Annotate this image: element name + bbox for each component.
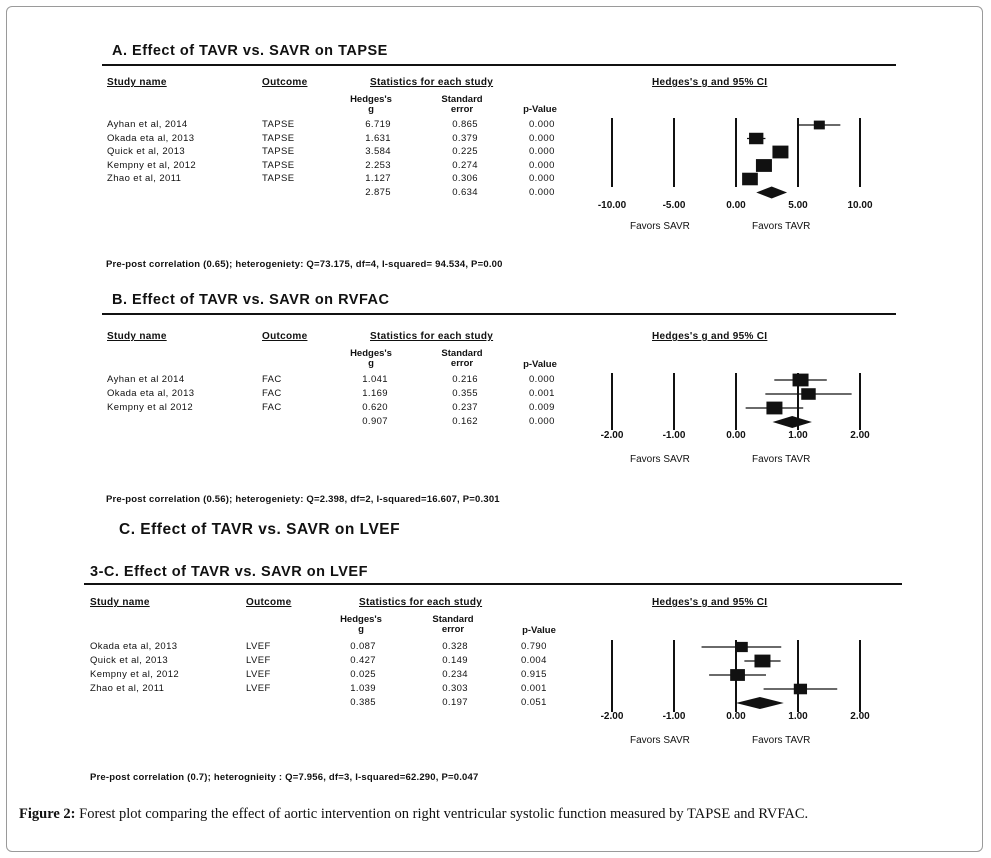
hedges-g-cell: 1.127 (365, 173, 391, 184)
study-name-cell: Ayhan et al 2014 (107, 374, 185, 385)
p-value-cell: 0.009 (529, 402, 555, 413)
favors-right-label: Favors TAVR (752, 221, 811, 232)
p-value-cell: 0.790 (521, 641, 547, 652)
x-tick-label: 1.00 (788, 711, 808, 722)
favors-left-label: Favors SAVR (630, 221, 690, 232)
outcome-cell: FAC (262, 402, 282, 413)
outcome-cell: TAPSE (262, 146, 295, 157)
hedges-g-cell: 0.087 (350, 641, 376, 652)
study-name-cell: Quick et al, 2013 (90, 655, 169, 666)
x-tick-label: -1.00 (662, 711, 686, 722)
x-tick-label: -10.00 (597, 200, 627, 211)
panel-a-outcome-header: Outcome (262, 77, 308, 88)
standard-error-cell: 0.865 (452, 119, 478, 130)
panel-b-heterogeneity-note: Pre-post correlation (0.56); heterogeniety: Q=2.398, df=2, I-squared=16.607, P=0.301 (106, 494, 500, 505)
summary-hedges-cell: 0.907 (362, 416, 388, 427)
standard-error-cell: 0.216 (452, 374, 478, 385)
outcome-cell: LVEF (246, 669, 271, 680)
panel-c-title: 3-C. Effect of TAVR vs. SAVR on LVEF (90, 564, 368, 580)
hedges-g-cell: 0.620 (362, 402, 388, 413)
p-value-cell: 0.000 (529, 159, 555, 171)
x-tick-label: 2.00 (850, 711, 870, 722)
standard-error-cell: 0.379 (452, 132, 478, 144)
study-name-cell: Kempny et al, 2012 (90, 669, 180, 680)
p-value-cell: 0.000 (529, 173, 555, 184)
panel-b-outcome-header: Outcome (262, 331, 308, 342)
p-value-cell: 0.004 (521, 655, 547, 666)
study-effect-marker (754, 655, 770, 668)
outcome-cell: LVEF (246, 655, 271, 666)
study-name-cell: Zhao et al, 2011 (90, 683, 165, 694)
p-value-cell: 0.000 (529, 146, 555, 157)
panel-a-stats-header: Statistics for each study (370, 77, 494, 88)
favors-right-label: Favors TAVR (752, 454, 811, 465)
outcome-cell: TAPSE (262, 119, 295, 130)
study-effect-marker (794, 684, 807, 695)
panel-c-study-header: Study name (90, 597, 150, 608)
panel-a-heterogeneity-note: Pre-post correlation (0.65); heterogeniety: Q=73.175, df=4, I-squared= 94.534, P=0.00 (106, 259, 503, 270)
standard-error-cell: 0.237 (452, 402, 478, 413)
study-name-cell: Okada eta al, 2013 (107, 388, 195, 399)
p-value-cell: 0.001 (521, 683, 547, 694)
study-name-cell: Kempny et al, 2012 (107, 159, 197, 171)
summary-p-cell: 0.000 (529, 186, 555, 198)
study-name-cell: Kempny et al 2012 (107, 402, 194, 413)
x-tick-label: 2.00 (850, 430, 870, 441)
hedges-g-cell: 0.427 (350, 655, 376, 666)
caption-text: Forest plot comparing the effect of aortic intervention on right ventricular systolic function measured by TAPSE and RVFAC. (75, 806, 809, 822)
panel-b-hedges-header: Hedges's g (350, 348, 392, 369)
outcome-cell: TAPSE (262, 173, 295, 184)
x-tick-label: 1.00 (788, 430, 808, 441)
standard-error-cell: 0.274 (452, 159, 478, 171)
hedges-g-cell: 1.041 (362, 374, 388, 385)
panel-a-p-header: p-Value (523, 104, 557, 115)
p-value-cell: 0.000 (529, 132, 555, 144)
x-tick-label: 0.00 (726, 430, 746, 441)
summary-p-cell: 0.000 (529, 416, 555, 427)
panel-c-se-header: Standard error (432, 614, 474, 635)
panel-c-p-header: p-Value (522, 625, 556, 636)
x-tick-label: 0.00 (726, 711, 746, 722)
x-tick-label: -1.00 (662, 430, 686, 441)
x-tick-label: 0.00 (726, 200, 746, 211)
hedges-g-cell: 6.719 (365, 119, 391, 130)
panel-b-effect-header: Hedges's g and 95% CI (652, 331, 768, 342)
section-c-heading: C. Effect of TAVR vs. SAVR on LVEF (119, 521, 401, 538)
x-tick-label: 5.00 (788, 200, 808, 211)
study-effect-marker (730, 669, 745, 681)
p-value-cell: 0.001 (529, 388, 555, 399)
panel-b-se-header: Standard error (441, 348, 483, 369)
favors-left-label: Favors SAVR (630, 454, 690, 465)
panel-a-se-header: Standard error (441, 94, 483, 115)
favors-left-label: Favors SAVR (630, 735, 690, 746)
hedges-g-cell: 1.039 (350, 683, 376, 694)
summary-se-cell: 0.634 (452, 186, 478, 198)
panel-b-study-header: Study name (107, 331, 167, 342)
x-tick-label: -5.00 (662, 200, 686, 211)
study-name-cell: Quick et al, 2013 (107, 146, 186, 157)
standard-error-cell: 0.234 (442, 669, 468, 680)
standard-error-cell: 0.328 (442, 641, 468, 652)
p-value-cell: 0.915 (521, 669, 547, 680)
outcome-cell: TAPSE (262, 132, 295, 144)
caption-label: Figure 2: (19, 806, 76, 822)
panel-c-hedges-header: Hedges's g (340, 614, 382, 635)
summary-hedges-cell: 2.875 (365, 186, 391, 198)
hedges-g-cell: 0.025 (350, 669, 376, 680)
study-name-cell: Okada eta al, 2013 (90, 641, 178, 652)
study-name-cell: Ayhan et al, 2014 (107, 119, 188, 130)
hedges-g-cell: 3.584 (365, 146, 391, 157)
panel-b-p-header: p-Value (523, 359, 557, 370)
panel-b-stats-header: Statistics for each study (370, 331, 494, 342)
panel-a-title: A. Effect of TAVR vs. SAVR on TAPSE (112, 43, 388, 59)
study-name-cell: Okada eta al, 2013 (107, 132, 195, 144)
study-effect-marker (735, 642, 748, 652)
standard-error-cell: 0.225 (452, 146, 478, 157)
p-value-cell: 0.000 (529, 374, 555, 385)
outcome-cell: FAC (262, 374, 282, 385)
panel-c-effect-header: Hedges's g and 95% CI (652, 597, 768, 608)
outcome-cell: TAPSE (262, 159, 295, 171)
study-name-cell: Zhao et al, 2011 (107, 173, 182, 184)
hedges-g-cell: 2.253 (365, 159, 391, 171)
hedges-g-cell: 1.169 (362, 388, 388, 399)
summary-p-cell: 0.051 (521, 697, 547, 708)
panel-a-study-header: Study name (107, 77, 167, 88)
x-tick-label: -2.00 (600, 711, 624, 722)
standard-error-cell: 0.303 (442, 683, 468, 694)
panel-a-hedges-header: Hedges's g (350, 94, 392, 115)
summary-se-cell: 0.197 (442, 697, 468, 708)
outcome-cell: LVEF (246, 641, 271, 652)
panel-c-stats-header: Statistics for each study (359, 597, 483, 608)
x-tick-label: -2.00 (600, 430, 624, 441)
figure-caption (19, 806, 808, 823)
standard-error-cell: 0.306 (452, 173, 478, 184)
panel-a-effect-header: Hedges's g and 95% CI (652, 77, 768, 88)
hedges-g-cell: 1.631 (365, 132, 391, 144)
p-value-cell: 0.000 (529, 119, 555, 130)
panel-c-heterogeneity-note: Pre-post correlation (0.7); heterognieity : Q=7.956, df=3, I-squared=62.290, P=0.047 (90, 772, 479, 783)
outcome-cell: LVEF (246, 683, 271, 694)
panel-b-title: B. Effect of TAVR vs. SAVR on RVFAC (112, 292, 390, 308)
panel-c-outcome-header: Outcome (246, 597, 292, 608)
summary-diamond (736, 697, 784, 709)
summary-hedges-cell: 0.385 (350, 697, 376, 708)
standard-error-cell: 0.149 (442, 655, 468, 666)
x-tick-label: 10.00 (847, 200, 873, 211)
favors-right-label: Favors TAVR (752, 735, 811, 746)
outcome-cell: FAC (262, 388, 282, 399)
standard-error-cell: 0.355 (452, 388, 478, 399)
summary-se-cell: 0.162 (452, 416, 478, 427)
